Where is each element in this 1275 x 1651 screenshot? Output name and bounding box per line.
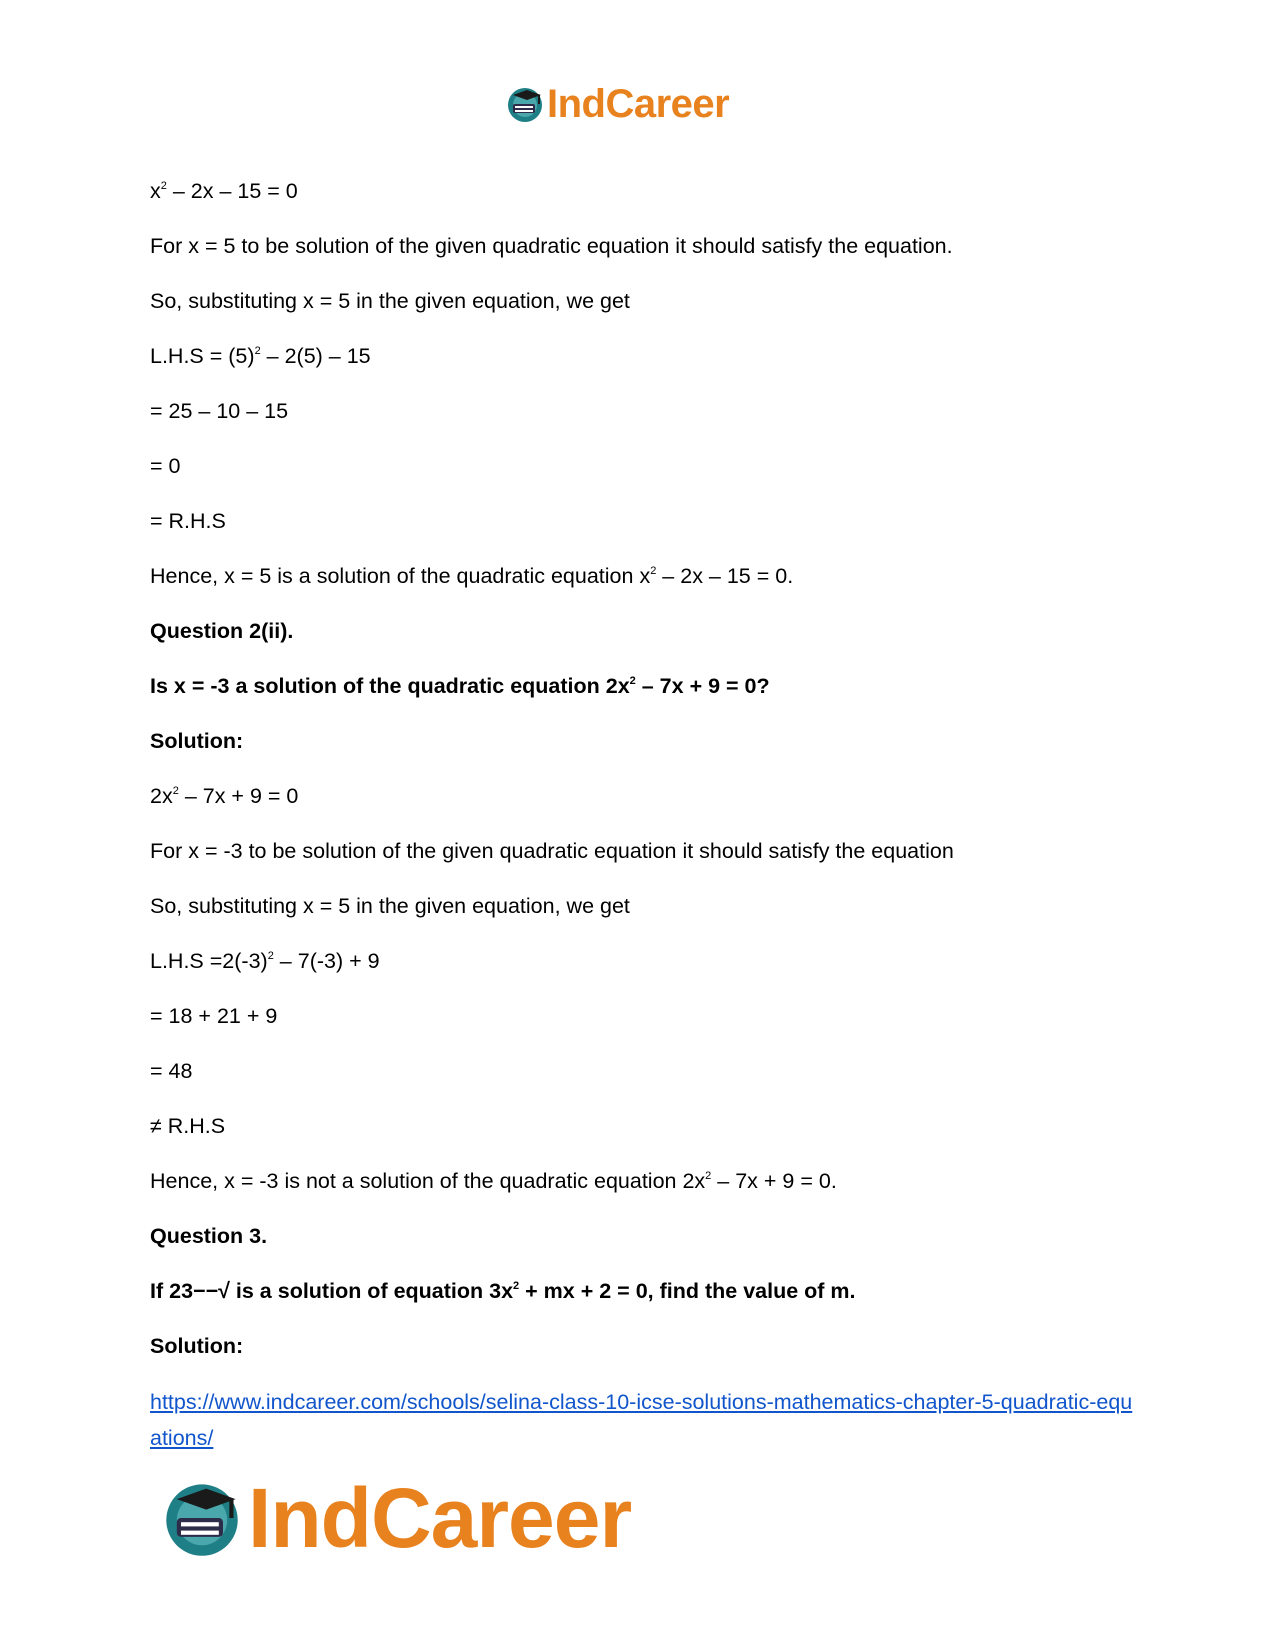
text-line — [150, 445, 1135, 500]
superscript-exponent: 2 — [254, 345, 261, 357]
globe-graduation-cap-icon — [160, 1476, 244, 1560]
superscript-exponent: 2 — [650, 565, 657, 577]
text-line — [150, 940, 1135, 995]
text-line — [150, 885, 1135, 940]
superscript-exponent: 2 — [629, 675, 636, 687]
footer-logo — [160, 1468, 631, 1568]
line-text-continued: + mx + 2 = 0, find the value of m. — [519, 1279, 856, 1303]
line-text: Hence, x = 5 is a solution of the quadratic equation x — [150, 564, 651, 588]
line-text-continued: – 2x – 15 = 0 — [166, 179, 298, 203]
superscript-exponent: 2 — [172, 785, 179, 797]
line-text-continued: – 7(-3) + 9 — [273, 949, 380, 973]
line-text: Question 2(ii). — [150, 619, 294, 643]
text-line — [150, 555, 1135, 610]
superscript-exponent: 2 — [267, 950, 274, 962]
globe-graduation-cap-icon — [505, 84, 545, 124]
text-line — [150, 995, 1135, 1050]
line-text: Solution: — [150, 729, 244, 753]
text-line — [150, 775, 1135, 830]
line-text: For x = -3 to be solution of the given quadratic equation it should satisfy the equation — [150, 839, 954, 863]
line-text: So, substituting x = 5 in the given equation, we get — [150, 289, 630, 313]
line-text: Is x = -3 a solution of the quadratic equation 2x — [150, 674, 630, 698]
line-text: = R.H.S — [150, 509, 226, 533]
text-line — [150, 1160, 1135, 1215]
line-text: L.H.S =2(-3) — [150, 949, 268, 973]
heading-line — [150, 1270, 1135, 1325]
text-line — [150, 830, 1135, 885]
superscript-exponent: 2 — [513, 1280, 520, 1292]
text-line — [150, 170, 1135, 225]
heading-line — [150, 720, 1135, 775]
text-line — [150, 1050, 1135, 1105]
source-link[interactable]: https://www.indcareer.com/schools/selina-class-10-icse-solutions-mathematics-chapter-5-quadratic-equations/ — [150, 1390, 1133, 1450]
line-text: ≠ R.H.S — [150, 1114, 226, 1138]
heading-line — [150, 665, 1135, 720]
line-text: = 18 + 21 + 9 — [150, 1004, 278, 1028]
line-text: x — [150, 179, 161, 203]
text-line — [150, 335, 1135, 390]
superscript-exponent: 2 — [705, 1170, 712, 1182]
text-line — [150, 500, 1135, 555]
line-text: Question 3. — [150, 1224, 268, 1248]
line-text-continued: – 2(5) – 15 — [260, 344, 371, 368]
text-line — [150, 390, 1135, 445]
footer-logo-text: IndCareer — [248, 1470, 632, 1565]
line-text: L.H.S = (5) — [150, 344, 255, 368]
heading-line — [150, 610, 1135, 665]
superscript-exponent: 2 — [160, 180, 167, 192]
line-text: Solution: — [150, 1334, 244, 1358]
line-text-continued: – 2x – 15 = 0. — [656, 564, 794, 588]
line-text: = 48 — [150, 1059, 193, 1083]
line-text: = 0 — [150, 454, 181, 478]
line-text: So, substituting x = 5 in the given equation, we get — [150, 894, 630, 918]
text-line — [150, 225, 1135, 280]
line-text: = 25 – 10 – 15 — [150, 399, 289, 423]
line-text-continued: – 7x + 9 = 0? — [635, 674, 770, 698]
heading-line — [150, 1325, 1135, 1380]
line-text-continued: – 7x + 9 = 0 — [178, 784, 299, 808]
header-logo-text: IndCareer — [547, 81, 730, 126]
line-text: For x = 5 to be solution of the given quadratic equation it should satisfy the equation. — [150, 234, 953, 258]
text-line — [150, 1105, 1135, 1160]
line-text-continued: – 7x + 9 = 0. — [711, 1169, 837, 1193]
line-text: Hence, x = -3 is not a solution of the quadratic equation 2x — [150, 1169, 706, 1193]
heading-line — [150, 1215, 1135, 1270]
document-body — [150, 170, 1135, 1456]
header-logo — [505, 80, 729, 128]
line-text: 2x — [150, 784, 173, 808]
text-line — [150, 280, 1135, 335]
line-text: If 23−−√ is a solution of equation 3x — [150, 1279, 514, 1303]
